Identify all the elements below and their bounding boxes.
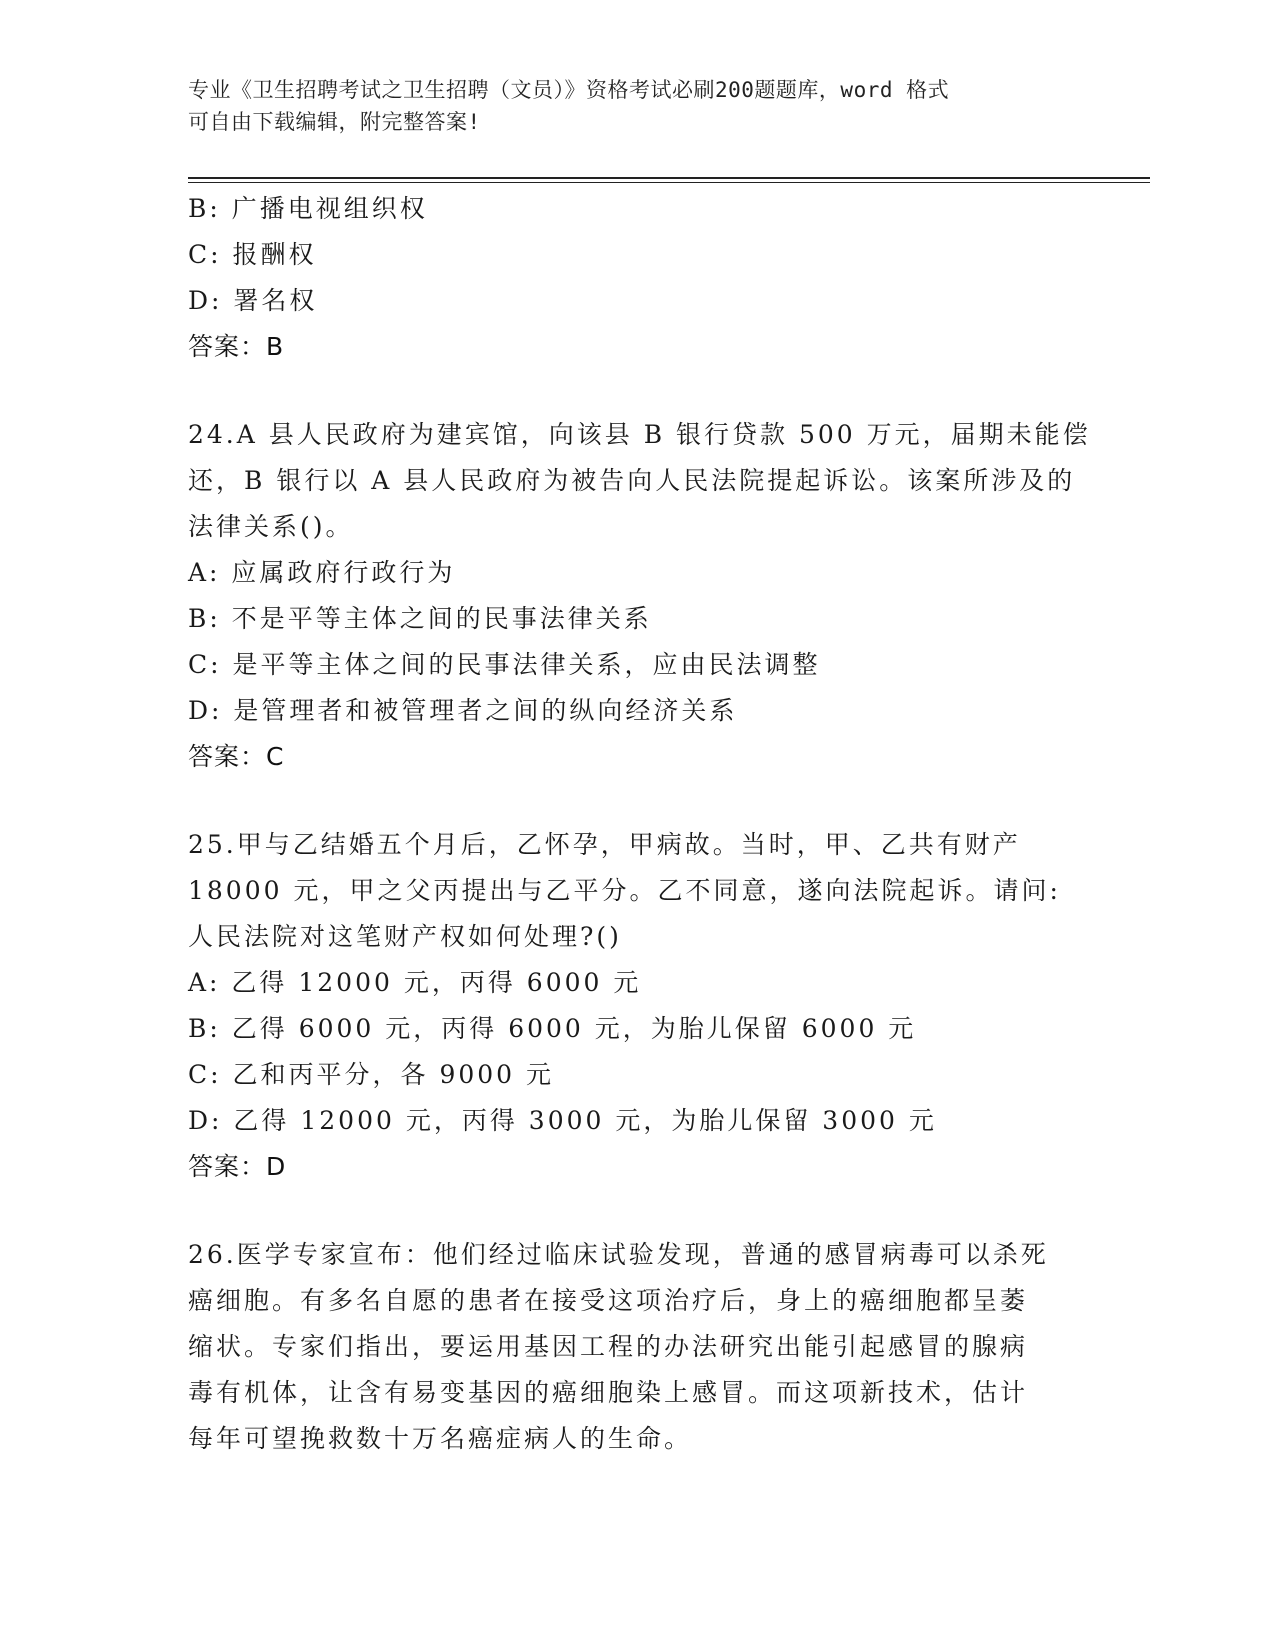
option-d: D: 署名权 — [188, 286, 318, 315]
header-rule-thick — [188, 177, 1150, 179]
option-d: D: 是管理者和被管理者之间的纵向经济关系 — [188, 696, 738, 725]
option-d: D: 乙得 12000 元，丙得 3000 元，为胎儿保留 3000 元 — [188, 1106, 937, 1135]
option-b: B: 乙得 6000 元，丙得 6000 元，为胎儿保留 6000 元 — [188, 1014, 917, 1043]
document-header — [188, 74, 1088, 138]
question-stem-line: 还，B 银行以 A 县人民政府为被告向人民法院提起诉讼。该案所涉及的 — [188, 466, 1076, 495]
question-stem-line: 缩状。专家们指出，要运用基因工程的办法研究出能引起感冒的腺病 — [188, 1332, 1029, 1361]
question-23-options — [188, 186, 1088, 324]
option-a: A: 应属政府行政行为 — [188, 558, 456, 587]
question-stem-line: 法律关系()。 — [188, 512, 354, 541]
header-line-1: 专业《卫生招聘考试之卫生招聘（文员）》资格考试必刷200题题库，word 格式 — [188, 78, 950, 102]
answer-24: 答案：C — [188, 742, 285, 771]
option-b: B: 不是平等主体之间的民事法律关系 — [188, 604, 652, 633]
question-list — [188, 186, 1091, 1462]
option-c: C: 是平等主体之间的民事法律关系，应由民法调整 — [188, 650, 821, 679]
question-24 — [188, 412, 1091, 780]
question-stem-line: 人民法院对这笔财产权如何处理?() — [188, 922, 622, 951]
option-b: B: 广播电视组织权 — [188, 194, 428, 223]
question-stem-line: 癌细胞。有多名自愿的患者在接受这项治疗后，身上的癌细胞都呈萎 — [188, 1286, 1029, 1315]
question-26 — [188, 1232, 1088, 1462]
option-c: C: 报酬权 — [188, 240, 317, 269]
header-rule-thin — [188, 182, 1150, 183]
question-stem-line: 毒有机体，让含有易变基因的癌细胞染上感冒。而这项新技术，估计 — [188, 1378, 1029, 1407]
answer-23: 答案：B — [188, 332, 285, 361]
spacer — [188, 780, 1088, 822]
question-stem-line: 24.A 县人民政府为建宾馆，向该县 B 银行贷款 500 万元，届期未能偿 — [188, 420, 1091, 449]
question-stem-line: 每年可望挽救数十万名癌症病人的生命。 — [188, 1424, 693, 1453]
answer-25: 答案：D — [188, 1152, 287, 1181]
question-stem-line: 26.医学专家宣布：他们经过临床试验发现，普通的感冒病毒可以杀死 — [188, 1240, 1049, 1269]
option-a: A: 乙得 12000 元，丙得 6000 元 — [188, 968, 642, 997]
question-stem-line: 18000 元，甲之父丙提出与乙平分。乙不同意，遂向法院起诉。请问: — [188, 876, 1061, 905]
option-c: C: 乙和丙平分，各 9000 元 — [188, 1060, 555, 1089]
spacer — [188, 1190, 1088, 1232]
header-line-2: 可自由下载编辑，附完整答案! — [188, 110, 481, 134]
question-25 — [188, 822, 1088, 1190]
question-stem-line: 25.甲与乙结婚五个月后，乙怀孕，甲病故。当时，甲、乙共有财产 — [188, 830, 1021, 859]
spacer — [188, 370, 1088, 412]
